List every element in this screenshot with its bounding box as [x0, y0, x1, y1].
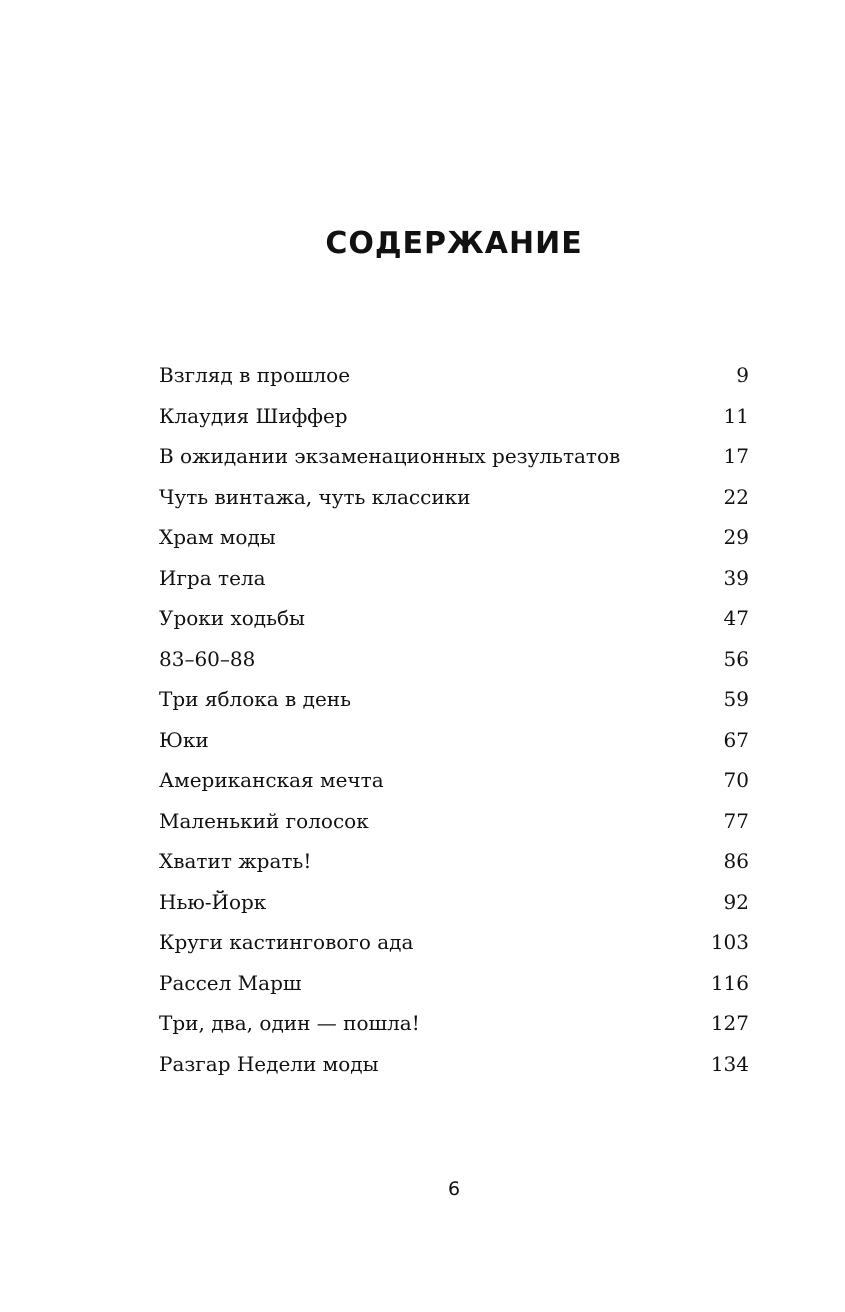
toc-entry-title: Храм моды	[159, 525, 276, 549]
toc-entry	[159, 477, 749, 518]
toc-entry	[159, 396, 749, 437]
toc-entry-page: 17	[723, 444, 749, 468]
toc-entry	[159, 760, 749, 801]
toc-entry-title: В ожидании экзаменационных результатов	[159, 444, 621, 468]
page-number: 6	[447, 1178, 461, 1200]
toc-entry-title: 83–60–88	[159, 646, 256, 671]
toc-entry	[159, 922, 749, 963]
toc-entry-page: 22	[723, 484, 749, 509]
toc-entry	[159, 679, 749, 720]
toc-entry-page: 86	[723, 849, 749, 873]
toc-entry-page: 116	[710, 970, 749, 995]
toc-entry-title: Нью-Йорк	[159, 889, 267, 914]
toc-entry-page: 56	[723, 646, 749, 671]
toc-entry-title: Юки	[159, 727, 209, 752]
toc-entry-page: 39	[723, 565, 749, 590]
toc-entry-title: Круги кастингового ада	[159, 930, 414, 954]
toc-entry-title: Три яблока в день	[159, 687, 352, 711]
toc-entry-title: Клаудия Шиффер	[159, 403, 348, 428]
toc-entry	[159, 517, 749, 558]
toc-entry	[159, 841, 749, 882]
toc-entry-page: 67	[723, 727, 749, 752]
toc-entry-page: 47	[723, 606, 749, 630]
toc-entry-title: Уроки ходьбы	[159, 606, 305, 630]
toc-entry-title: Маленький голосок	[159, 808, 369, 833]
toc-entry	[159, 355, 749, 396]
toc-entry-page: 29	[723, 525, 749, 549]
toc-entry-title: Разгар Недели моды	[159, 1051, 379, 1076]
toc-entry-title: Чуть винтажа, чуть классики	[159, 484, 471, 509]
toc-entry-title: Хватит жрать!	[159, 849, 312, 873]
toc-entry-title: Взгляд в прошлое	[159, 363, 351, 387]
toc-entry	[159, 1044, 749, 1085]
toc-entry-page: 103	[710, 930, 749, 954]
toc-entry	[159, 598, 749, 639]
toc-entry	[159, 882, 749, 923]
toc-entry-title: Американская мечта	[159, 768, 384, 792]
toc-entry	[159, 1003, 749, 1044]
toc-entry-title: Три, два, один — пошла!	[159, 1011, 420, 1035]
table-of-contents	[159, 355, 749, 1084]
toc-entry	[159, 558, 749, 599]
toc-entry-page: 92	[723, 889, 749, 914]
toc-entry-title: Игра тела	[159, 565, 266, 590]
toc-entry	[159, 639, 749, 680]
toc-entry-page: 127	[710, 1011, 749, 1035]
toc-entry-page: 77	[723, 808, 749, 833]
toc-entry-title: Рассел Марш	[159, 970, 302, 995]
toc-entry	[159, 963, 749, 1004]
toc-entry-page: 9	[736, 363, 749, 387]
page-title: СОДЕРЖАНИЕ	[325, 226, 583, 261]
toc-entry-page: 59	[723, 687, 749, 711]
toc-entry-page: 134	[710, 1051, 749, 1076]
toc-entry-page: 11	[723, 403, 749, 428]
toc-entry	[159, 801, 749, 842]
toc-entry	[159, 436, 749, 477]
toc-entry	[159, 720, 749, 761]
toc-entry-page: 70	[723, 768, 749, 792]
